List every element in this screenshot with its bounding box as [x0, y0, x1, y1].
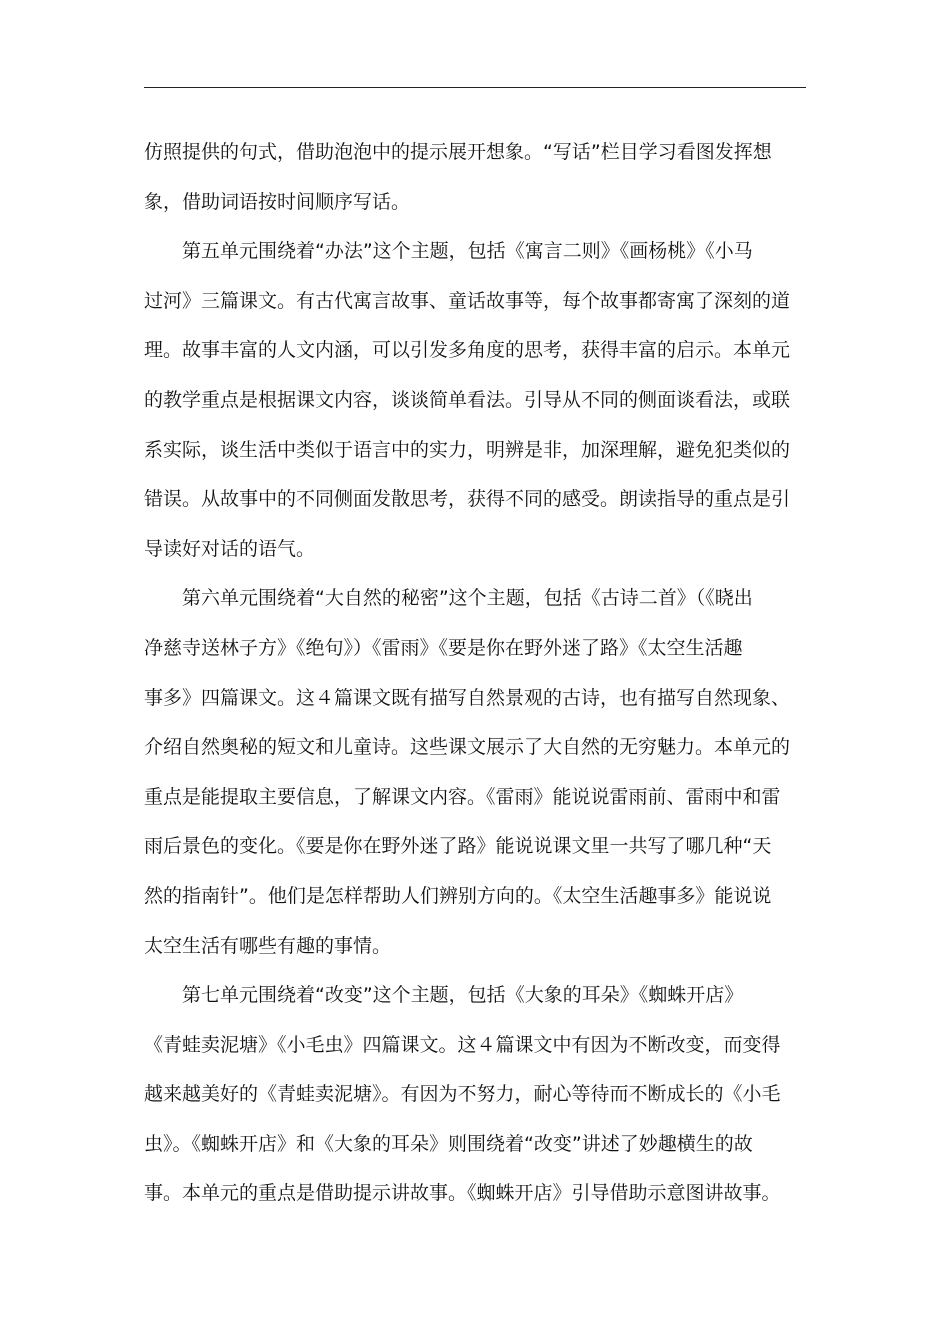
paragraph-start-line: 第六单元围绕着“大自然的秘密”这个主题，包括《古诗二首》（《晓出 — [182, 587, 753, 610]
paragraph-start-line: 第七单元围绕着“改变”这个主题，包括《大象的耳朵》《蜘蛛开店》 — [182, 984, 744, 1007]
text-line: 重点是能提取主要信息，了解课文内容。《雷雨》能说说雷雨前、雷雨中和雷 — [144, 785, 781, 808]
text-line: 太空生活有哪些有趣的事情。 — [144, 934, 392, 957]
text-line: 虫》。《蜘蛛开店》和《大象的耳朵》则围绕着“改变”讲述了妙趣横生的故 — [144, 1132, 753, 1155]
text-line: 雨后景色的变化。《要是你在野外迷了路》能说说课文里一共写了哪几种“天 — [144, 835, 772, 858]
text-line: 的教学重点是根据课文内容，谈谈简单看法。引导从不同的侧面谈看法，或联 — [144, 388, 791, 411]
text-line: 系实际，谈生活中类似于语言中的实力，明辨是非，加深理解，避免犯类似的 — [144, 438, 791, 461]
text-line: 过河》三篇课文。有古代寓言故事、童话故事等，每个故事都寄寓了深刻的道 — [144, 289, 791, 312]
text-line: 《青蛙卖泥塘》《小毛虫》四篇课文。这４篇课文中有因为不断改变，而变得 — [144, 1033, 781, 1056]
text-line: 象，借助词语按时间顺序写话。 — [144, 190, 411, 213]
text-line: 事。本单元的重点是借助提示讲故事。《蜘蛛开店》引导借助示意图讲故事。 — [144, 1182, 781, 1205]
text-line: 仿照提供的句式，借助泡泡中的提示展开想象。“写话”栏目学习看图发挥想 — [144, 141, 772, 163]
text-line: 理。故事丰富的人文内涵，可以引发多角度的思考，获得丰富的启示。本单元 — [144, 339, 791, 362]
paragraph-start-line: 第五单元围绕着“办法”这个主题，包括《寓言二则》《画杨桃》《小马 — [182, 240, 753, 263]
document-body — [144, 128, 806, 1219]
header-rule — [144, 87, 806, 88]
text-line: 介绍自然奥秘的短文和儿童诗。这些课文展示了大自然的无穷魅力。本单元的 — [144, 736, 791, 759]
text-line: 净慈寺送林子方》《绝句》）《雷雨》《要是你在野外迷了路》《太空生活趣 — [144, 636, 743, 659]
text-line: 导读好对话的语气。 — [144, 537, 316, 560]
text-line: 越来越美好的《青蛙卖泥塘》。有因为不努力，耐心等待而不断成长的《小毛 — [144, 1083, 781, 1106]
text-line: 事多》四篇课文。这４篇课文既有描写自然景观的古诗，也有描写自然现象、 — [144, 686, 791, 709]
text-line: 错误。从故事中的不同侧面发散思考，获得不同的感受。朗读指导的重点是引 — [144, 488, 791, 511]
text-line: 然的指南针”。他们是怎样帮助人们辨别方向的。《太空生活趣事多》能说说 — [144, 884, 772, 907]
